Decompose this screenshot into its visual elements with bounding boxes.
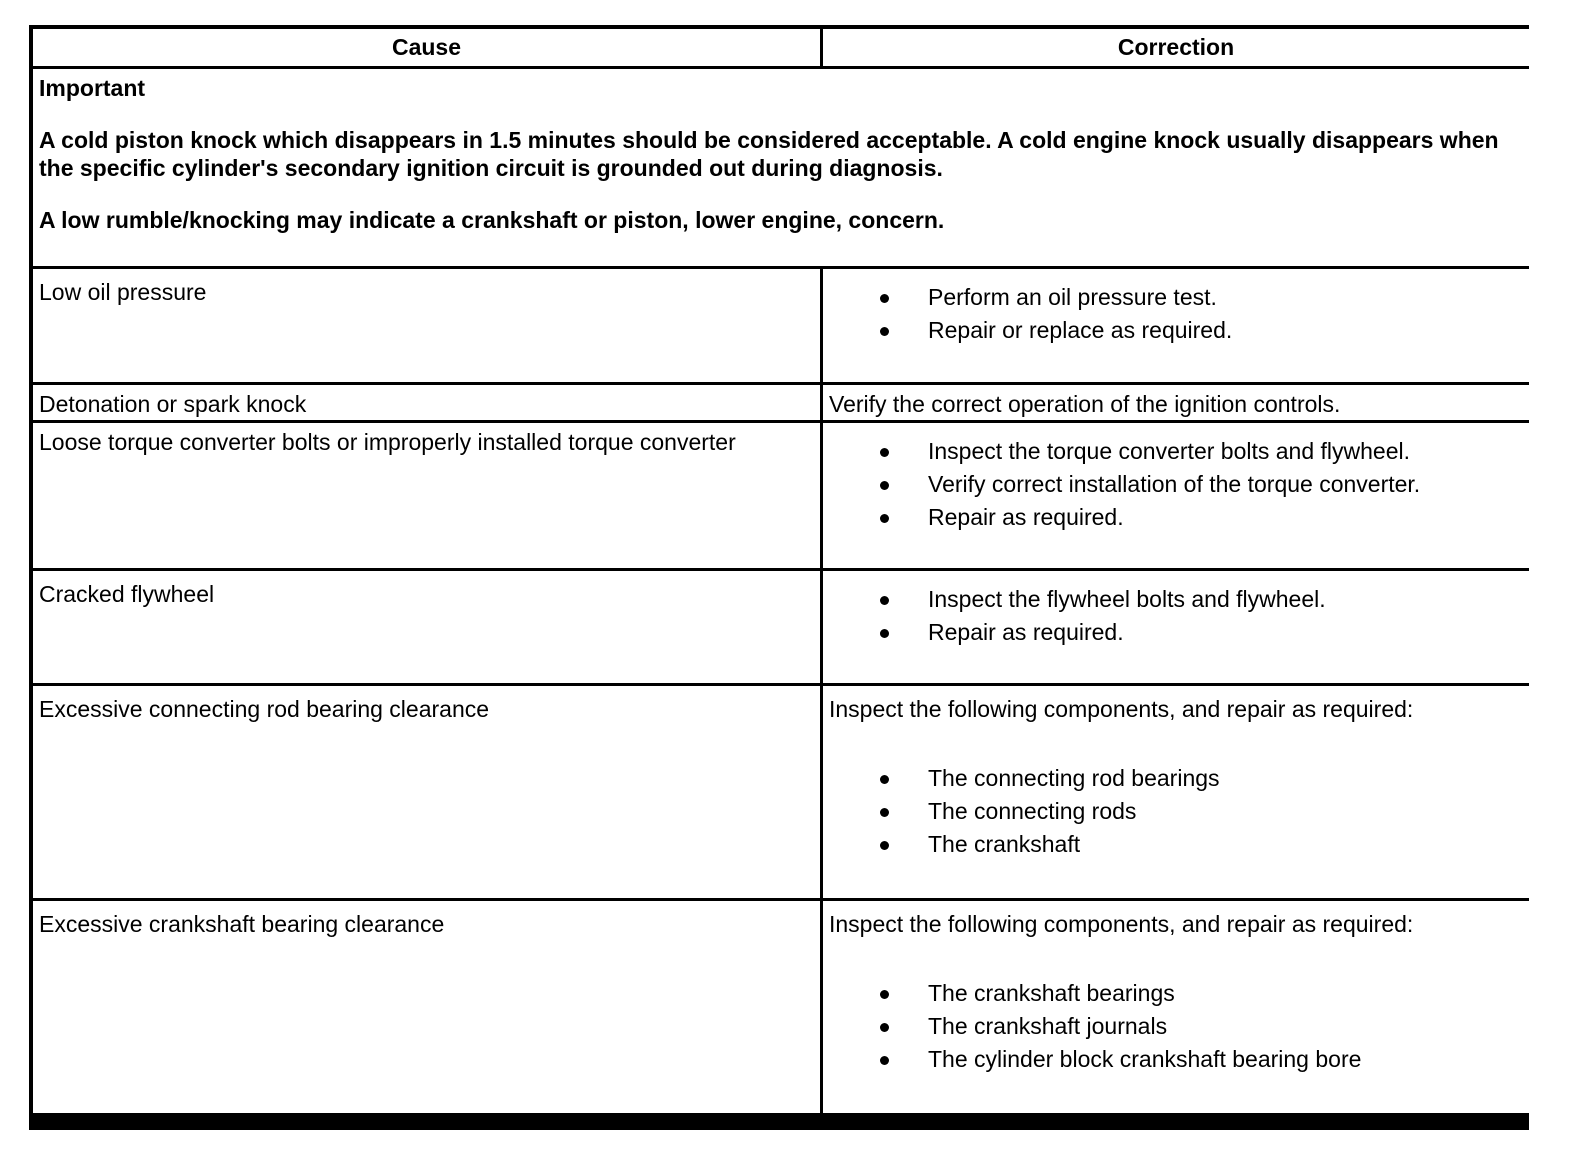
- important-paragraph-2: A low rumble/knocking may indicate a crankshaft or piston, lower engine, concern.: [39, 207, 945, 233]
- header-cause: Cause: [33, 29, 820, 66]
- correction-list: [829, 281, 1523, 347]
- list-item: The crankshaft: [829, 828, 1523, 861]
- cause-cell: Low oil pressure: [33, 269, 820, 382]
- bullet-icon: [880, 596, 889, 605]
- list-item: Inspect the torque converter bolts and flywheel.: [829, 435, 1523, 468]
- bullet-icon: [880, 294, 889, 303]
- list-item: The connecting rod bearings: [829, 762, 1523, 795]
- list-item: The connecting rods: [829, 795, 1523, 828]
- cause-cell: Detonation or spark knock: [33, 385, 820, 420]
- correction-cell: [823, 423, 1529, 568]
- bullet-icon: [880, 327, 889, 336]
- bullet-icon: [880, 448, 889, 457]
- important-paragraph-1: A cold piston knock which disappears in 1.5 minutes should be considered acceptable. A cold engine knock usually disappears when the specific cylinder's secondary ignition circuit is grounded out during diagnosis.: [39, 127, 1499, 181]
- important-note: [33, 69, 1529, 266]
- correction-list: [829, 977, 1523, 1076]
- bullet-icon: [880, 775, 889, 784]
- correction-cell: [823, 686, 1529, 898]
- list-item: The crankshaft journals: [829, 1010, 1523, 1043]
- correction-cell: [823, 571, 1529, 683]
- bullet-icon: [880, 514, 889, 523]
- list-item: The crankshaft bearings: [829, 977, 1523, 1010]
- correction-intro: Inspect the following components, and repair as required:: [829, 911, 1414, 937]
- bullet-icon: [880, 1056, 889, 1065]
- cause-cell: Loose torque converter bolts or improperly installed torque converter: [33, 423, 820, 568]
- important-title: Important: [39, 75, 146, 101]
- list-item: Inspect the flywheel bolts and flywheel.: [829, 583, 1523, 616]
- cause-cell: Cracked flywheel: [33, 571, 820, 683]
- bullet-icon: [880, 808, 889, 817]
- list-item: The cylinder block crankshaft bearing bore: [829, 1043, 1523, 1076]
- correction-list: [829, 762, 1523, 861]
- list-item: Repair as required.: [829, 501, 1523, 534]
- list-item: Repair or replace as required.: [829, 314, 1523, 347]
- cause-cell: Excessive connecting rod bearing clearance: [33, 686, 820, 898]
- correction-cell: [823, 901, 1529, 1113]
- bullet-icon: [880, 841, 889, 850]
- bullet-icon: [880, 629, 889, 638]
- list-item: Perform an oil pressure test.: [829, 281, 1523, 314]
- diagnosis-table: [29, 25, 1529, 1130]
- correction-list: [829, 435, 1523, 534]
- bullet-icon: [880, 1023, 889, 1032]
- correction-intro: Inspect the following components, and repair as required:: [829, 696, 1414, 722]
- list-item: Verify correct installation of the torque converter.: [829, 468, 1523, 501]
- correction-list: [829, 583, 1523, 649]
- bullet-icon: [880, 481, 889, 490]
- header-correction: Correction: [823, 29, 1529, 66]
- correction-cell: [823, 269, 1529, 382]
- cause-cell: Excessive crankshaft bearing clearance: [33, 901, 820, 1113]
- correction-cell: Verify the correct operation of the ignition controls.: [823, 385, 1529, 420]
- list-item: Repair as required.: [829, 616, 1523, 649]
- bullet-icon: [880, 990, 889, 999]
